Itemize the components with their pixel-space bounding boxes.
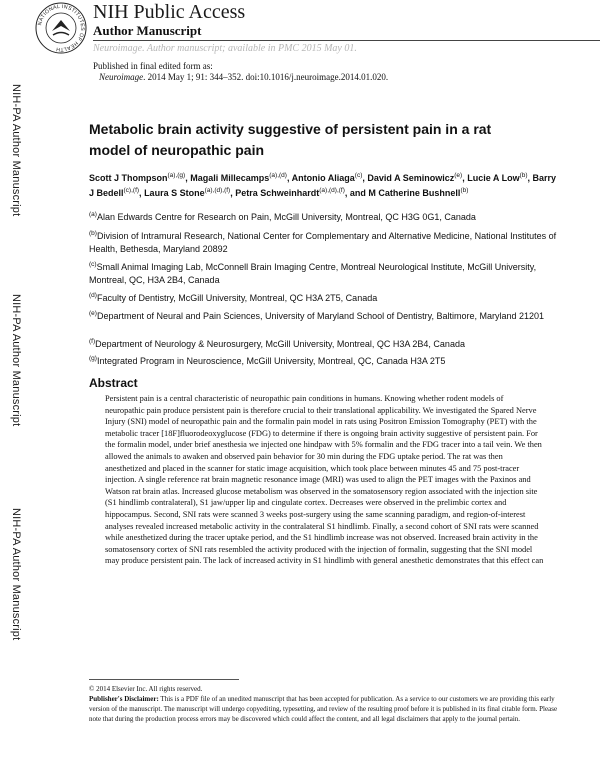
author-affiliation-marker: (a),(d),(f) <box>319 186 345 194</box>
author-name: M Catherine Bushnell <box>368 187 461 198</box>
published-label: Published in final edited form as: <box>93 61 213 71</box>
affiliation-b: $^{(b)}$Division of Intramural Research, National Center for Complementary and Alternative Medicine, National Institutes of Health, Bethesda, Maryland 20892 <box>89 230 557 254</box>
side-label-1: NIH-PA Author Manuscript <box>10 84 22 217</box>
author-affiliation-marker: (e) <box>454 172 463 179</box>
author-separator: , <box>527 173 533 183</box>
journal-name: Neuroimage <box>99 72 144 82</box>
author-name: Petra Schweinhardt <box>235 187 320 198</box>
author-affiliation-marker: (a),(d) <box>269 172 287 179</box>
affiliation-d: $^{(d)}$Faculty of Dentistry, McGill University, Montreal, QC H3A 2T5, Canada <box>89 292 378 303</box>
citation-details: . 2014 May 1; 91: 344–352. doi:10.1016/j.neuroimage.2014.01.020. <box>143 72 389 82</box>
side-label-3: NIH-PA Author Manuscript <box>10 508 22 641</box>
author-name: Laura S Stone <box>144 187 205 198</box>
availability-note: Neuroimage. Author manuscript; available in PMC 2015 May 01. <box>93 43 357 54</box>
header-title: NIH Public Access <box>93 1 246 23</box>
author-name: Antonio Aliaga <box>291 173 355 183</box>
author-affiliation-marker: (a),(d),(f) <box>204 186 231 194</box>
affiliation-g: $^{(g)}$Integrated Program in Neuroscience, McGill University, Montreal, QC, Canada H3A 2T5 <box>89 355 446 366</box>
header-divider <box>93 40 600 41</box>
author-separator: , <box>462 173 468 183</box>
author-separator: , <box>286 173 292 183</box>
abstract-body: Persistent pain is a central characteristic of neuropathic pain conditions in humans. Knowing whether rodent models of neuropathic pain produce persistent pain is therefore crucial to their translational applicability. We investigated the Spared Nerve Injury (SNI) model of neuropathic pain and the formalin pain model in rats using Positron Emission Tomography (PET) with the metabolic tracer [18F]fluorodeoxyglucose (FDG) to determine if there is ongoing brain activity suggestive of persistent pain. For the formalin model, under brief anesthesia we injected one hindpaw with 5% formalin and the FDG tracer into a tail vein. We then allowed the animals to awaken and observed pain behavior for 30 min during the FDG uptake period. The rat was then anesthetized and placed in the scanner for static image acquisition, which took place between minutes 45 and 75 post-tracer injection. A single reference rat brain magnetic resonance image (MRI) was used to align the PET images with the Paxinos and Watson rat brain atlas. Increased glucose metabolism was observed in the somatosensory region associated with the injection site (S1 hindlimb contralateral), S1 jaw/upper lip and cingulate cortex. Decreases were observed in the prelimbic cortex and hippocampus. Second, SNI rats were scanned 3 weeks post-surgery using the same scanning paradigm, and region-of-interest analyses revealed increased metabolic activity in the contralateral S1 hindlimb. Finally, a second cohort of SNI rats were scanned while anesthetized during the tracer uptake period, and the S1 hindlimb increase was not observed. Increased brain activity in the somatosensory cortex of SNI rats resembled the activity produced with the injection of formalin, suggesting that the SNI model may produce persistent pain. The lack of increased activity in S1 hindlimb with general anesthetic demonstrates that this effect can <box>105 394 544 566</box>
svg-text:NATIONAL INSTITUTES OF HEALTH <box>37 4 85 52</box>
author-name: David A Seminowicz <box>367 173 455 183</box>
author-separator: , <box>362 173 368 183</box>
author-name: Barry J Bedell <box>89 173 557 198</box>
author-name: Scott J Thompson <box>89 173 168 183</box>
header-subtitle: Author Manuscript <box>93 23 202 38</box>
affiliation-e: $^{(e)}$Department of Neural and Pain Sciences, University of Maryland School of Dentistry, Baltimore, Maryland 21201 <box>89 310 544 321</box>
author-affiliation-marker: (c) <box>354 172 363 179</box>
article-title: Metabolic brain activity suggestive of persistent pain in a rat model of neuropathic pain <box>89 121 492 158</box>
author-separator: , <box>230 187 236 198</box>
disclaimer-label: Publisher's Disclaimer: <box>89 695 159 703</box>
side-label-2: NIH-PA Author Manuscript <box>10 294 22 427</box>
affiliation-a: $^{(a)}$Alan Edwards Centre for Research on Pain, McGill University, Montreal, QC H3G 0G1, Canada <box>89 211 476 222</box>
author-separator: , <box>139 187 145 198</box>
affiliation-c: $^{(c)}$Small Animal Imaging Lab, McConnell Brain Imaging Centre, Montreal Neurological Institute, McGill University, Montreal, QC, H3A 2B4, Canada <box>89 261 537 285</box>
abstract-heading: Abstract <box>89 376 138 390</box>
disclaimer-text: This is a PDF file of an unedited manuscript that has been accepted for publication. As a service to our customers we are providing this early version of the manuscript. The manuscript will undergo copyediting, typesetting, and review of the resulting proof before it is published in its final citable form. Please note that during the production process errors may be discovered which could affect the content, and all legal disclaimers that apply to the journal pertain. <box>89 695 558 723</box>
author-separator: , and <box>344 187 369 198</box>
author-affiliation-marker: (c),(f) <box>123 186 140 194</box>
footnote-divider <box>89 679 239 680</box>
author-affiliation-marker: (b) <box>519 172 528 179</box>
author-list <box>89 170 559 199</box>
publisher-disclaimer <box>89 694 559 724</box>
citation <box>93 71 388 83</box>
nih-seal-logo <box>35 2 87 54</box>
author-name: Lucie A Low <box>467 173 520 183</box>
author-separator: , <box>185 173 191 183</box>
author-name: Magali Millecamps <box>190 173 270 183</box>
copyright: © 2014 Elsevier Inc. All rights reserved. <box>89 685 203 693</box>
author-affiliation-marker: (b) <box>460 186 469 194</box>
affiliation-f: $^{(f)}$Department of Neurology & Neurosurgery, McGill University, Montreal, QC H3A 2B4, Canada <box>89 338 465 349</box>
author-affiliation-marker: (a),(g) <box>167 172 186 179</box>
seal-text: NATIONAL INSTITUTES OF HEALTH <box>37 3 86 53</box>
